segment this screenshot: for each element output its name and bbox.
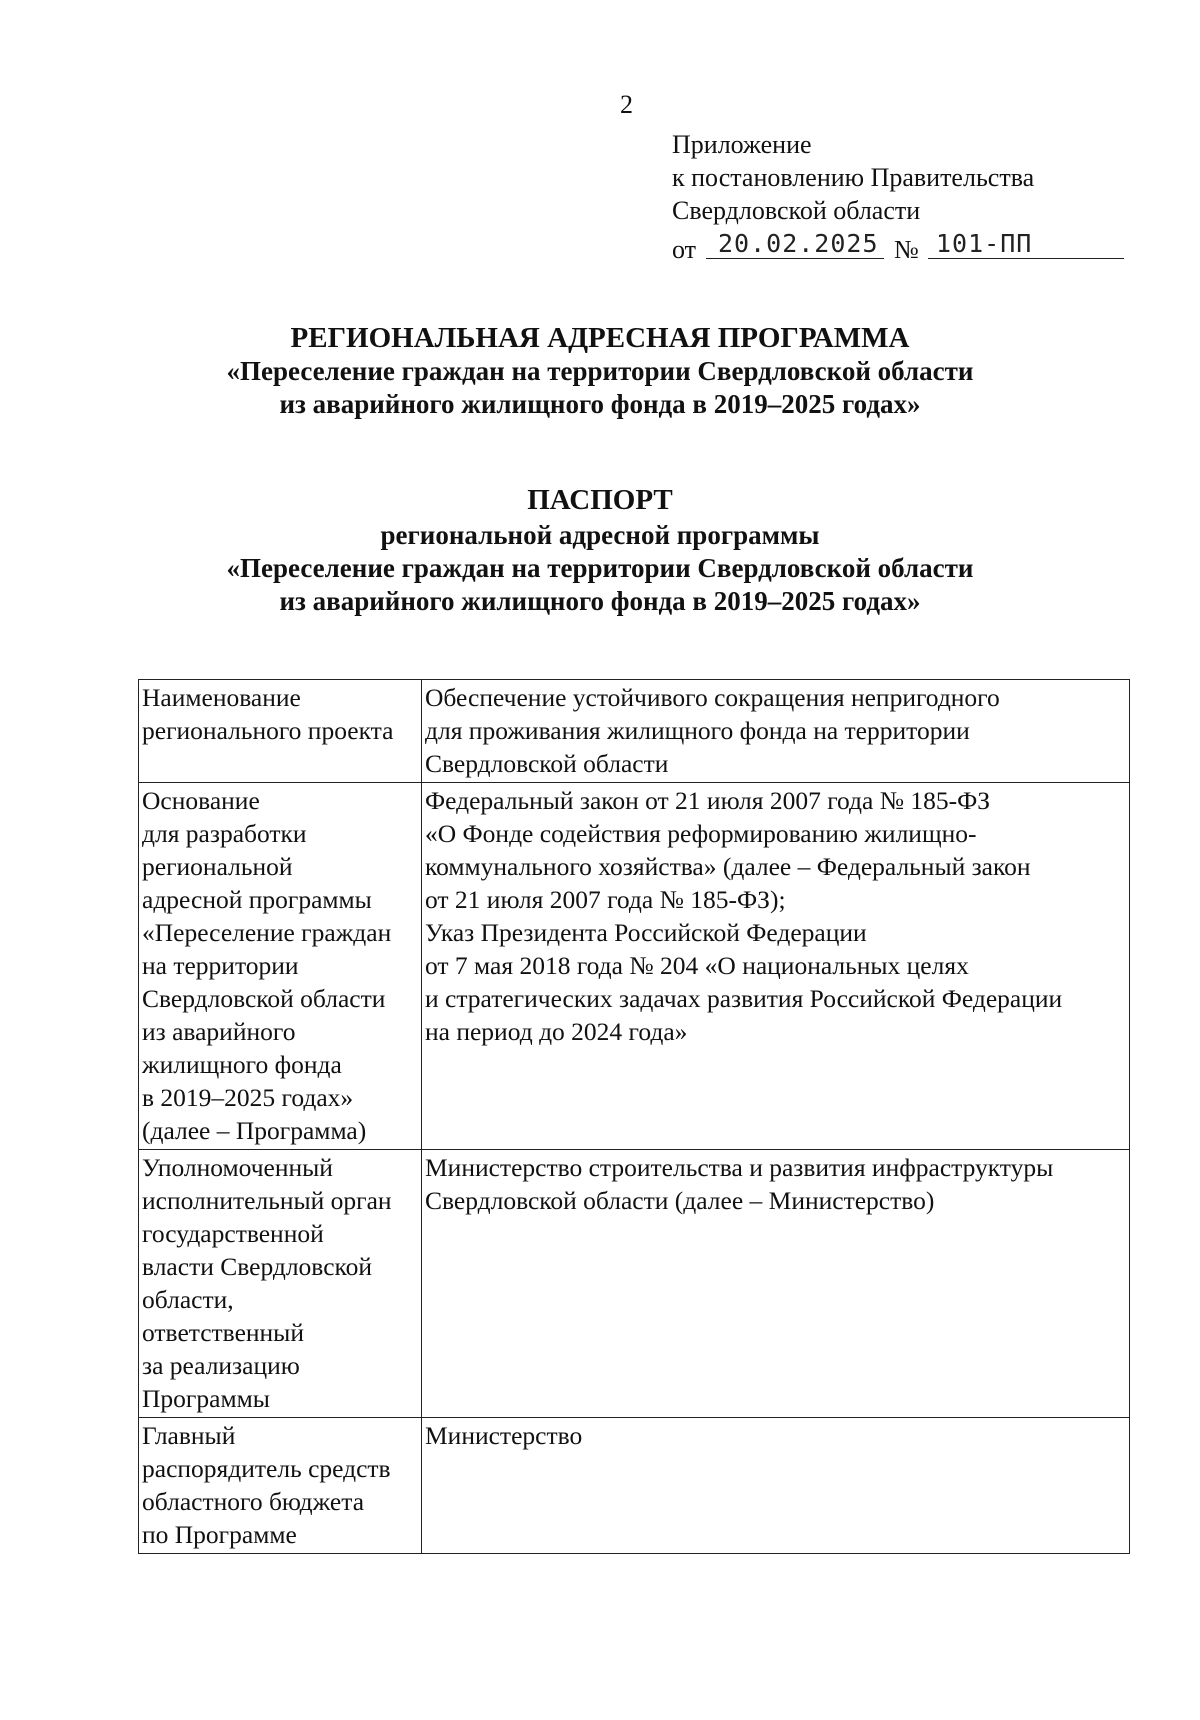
passport-title	[0, 484, 1200, 618]
row-value-cell	[422, 680, 1130, 783]
table-row	[139, 783, 1130, 1150]
cell-text: распорядитель средств	[142, 1454, 391, 1483]
row-value-cell	[422, 783, 1130, 1150]
row-label-cell	[139, 1418, 422, 1554]
passport-title-line: из аварийного жилищного фонда в 2019–2025 годах»	[279, 586, 921, 616]
date-prefix: от	[672, 235, 697, 264]
cell-text: от 21 июля 2007 года № 185-ФЗ);	[425, 885, 786, 914]
cell-text: регионального проекта	[142, 716, 394, 745]
program-title-line: «Переселение граждан на территории Свердловской области	[226, 356, 974, 386]
appendix-line: Приложение	[672, 130, 812, 159]
cell-text: из аварийного	[142, 1017, 296, 1046]
cell-text: на период до 2024 года»	[425, 1017, 688, 1046]
cell-text: областного бюджета	[142, 1487, 365, 1516]
cell-text: Уполномоченный	[142, 1153, 333, 1182]
row-value-cell	[422, 1418, 1130, 1554]
decree-number: 101-ПП	[936, 229, 1033, 258]
cell-text: Указ Президента Российской Федерации	[425, 918, 867, 947]
cell-text: для проживания жилищного фонда на территории	[425, 716, 970, 745]
cell-text: государственной	[142, 1219, 324, 1248]
row-label-cell	[139, 1150, 422, 1418]
cell-text: (далее – Программа)	[142, 1116, 367, 1145]
cell-text: и стратегических задачах развития Российской Федерации	[425, 984, 1063, 1013]
passport-title-line: ПАСПОРТ	[527, 484, 673, 516]
cell-text: ответственный	[142, 1318, 304, 1347]
cell-text: Федеральный закон от 21 июля 2007 года № 185-ФЗ	[425, 786, 991, 815]
program-title	[0, 322, 1200, 421]
cell-text: адресной программы	[142, 885, 372, 914]
cell-text: Министерство строительства и развития инфраструктуры	[425, 1153, 1054, 1182]
appendix-line: Свердловской области	[672, 196, 921, 225]
cell-text: Министерство	[425, 1421, 583, 1450]
row-label-cell	[139, 783, 422, 1150]
cell-text: Программы	[142, 1384, 270, 1413]
cell-text: жилищного фонда	[142, 1050, 342, 1079]
decree-date-number-line	[672, 227, 1132, 263]
program-title-line: РЕГИОНАЛЬНАЯ АДРЕСНАЯ ПРОГРАММА	[290, 322, 910, 354]
cell-text: «Переселение граждан	[142, 918, 392, 947]
cell-text: Обеспечение устойчивого сокращения непригодного	[425, 683, 1000, 712]
cell-text: за реализацию	[142, 1351, 300, 1380]
cell-text: «О Фонде содействия реформированию жилищно-	[425, 819, 977, 848]
cell-text: Свердловской области	[142, 984, 386, 1013]
program-title-line: из аварийного жилищного фонда в 2019–2025 годах»	[279, 389, 921, 419]
cell-text: Главный	[142, 1421, 236, 1450]
cell-text: Свердловской области (далее – Министерство)	[425, 1186, 935, 1215]
page-number: 2	[620, 90, 633, 119]
cell-text: Основание	[142, 786, 260, 815]
cell-text: региональной	[142, 852, 293, 881]
passport-title-line: «Переселение граждан на территории Свердловской области	[226, 553, 974, 583]
number-prefix: №	[894, 235, 919, 264]
cell-text: исполнительный орган	[142, 1186, 392, 1215]
table-row	[139, 680, 1130, 783]
table-row	[139, 1150, 1130, 1418]
cell-text: Свердловской области	[425, 749, 669, 778]
appendix-line: к постановлению Правительства	[672, 163, 1035, 192]
row-label-cell	[139, 680, 422, 783]
row-value-cell	[422, 1150, 1130, 1418]
table-row	[139, 1418, 1130, 1554]
passport-table	[138, 679, 1130, 1554]
cell-text: в 2019–2025 годах»	[142, 1083, 354, 1112]
cell-text: коммунального хозяйства» (далее – Федеральный закон	[425, 852, 1031, 881]
cell-text: Наименование	[142, 683, 301, 712]
appendix-block	[672, 128, 1132, 263]
cell-text: на территории	[142, 951, 299, 980]
passport-title-line: региональной адресной программы	[380, 520, 820, 550]
cell-text: по Программе	[142, 1520, 297, 1549]
cell-text: власти Свердловской	[142, 1252, 373, 1281]
cell-text: области,	[142, 1285, 234, 1314]
cell-text: от 7 мая 2018 года № 204 «О национальных целях	[425, 951, 969, 980]
cell-text: для разработки	[142, 819, 307, 848]
decree-date: 20.02.2025	[718, 229, 879, 258]
